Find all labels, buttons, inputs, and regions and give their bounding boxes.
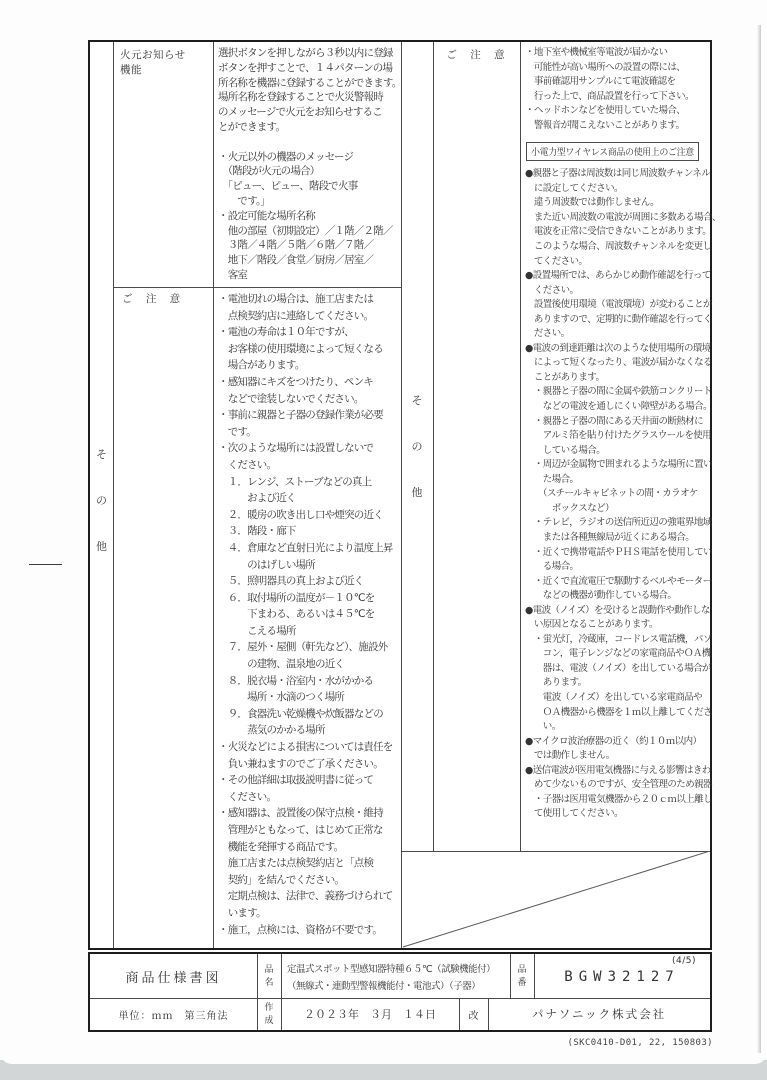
- part-number-cell: [534, 954, 710, 998]
- scan-right-edge: [757, 25, 761, 1053]
- product-name-value: 定温式スポット型感知器特種６５℃（試験機能付） （無線式・連動型警報機能付・電池式）（子器）: [287, 963, 496, 992]
- caution-right-content: [525, 46, 721, 822]
- created-date: ２０２３年 ３月 １４日: [304, 1008, 436, 1021]
- wireless-notes-text: ●親器と子器は周波数は同じ周波数チャンネル に設定してください。 違う周波数では動作しません。 また近い周波数の電波が周囲に多数ある場合、 電波を正常に受信できないことがあります。 このような場合、周波数チャンネルを変更し てください。 ●設置場所では、あらかじめ動作確認を行って ください。 設置後使用環境（電波環境）が変わることが ありますので、定期的に動作確認を行ってく ださい。 ●電波の到達距離は次のような使用場所の環境 によって短くなったり、電波が届かなくなる ことがあります。 ・親器と子器の間に金属や鉄筋コンクリート などの電波を通しにくい障壁がある場合。 ・親器と子器の間にある天井面の断熱材に アルミ箔を貼り付けたグラスウールを使用 している場合。 ・周辺が金属物で囲まれるような場所に置い た場合。 （スチールキャビネットの間・カラオケ ボックスなど） ・テレビ，ラジオの送信所近辺の強電界地域 または各種無線局が近くにある場合。 ・近くで携帯電話やＰＨＳ電話を使用してい る場合。 ・近くで直流電圧で駆動するベルやモーター などの機器が動作している場合。 ●電波（ノイズ）を受けると誤動作や動作しな い原因となることがあります。 ・蛍光灯，冷蔵庫，コードレス電話機，パソ コン，電子レンジなどの家電商品やＯＡ機 器は、電波（ノイズ）を出している場合が あります。 電波（ノイズ）を出している家電商品や ＯＡ機器から機器を１ｍ以上離してくださ い。 ●マイクロ波治療器の近く（約１０ｍ以内） では動作しません。 ●送信電波が医用電気機器に与える影響はきわ めて少ないものですが、安全管理のため親器 ・子器は医用電気機器から２０ｃｍ以上離し て使用してください。: [525, 168, 721, 820]
- caution-right-label: ご 注 意: [446, 49, 510, 61]
- wireless-usage-boxed-title: 小電力型ワイヤレス商品の使用上のご注意: [526, 142, 699, 161]
- blank-cell-diagonal: [401, 851, 710, 948]
- blank-cell: [401, 851, 710, 948]
- grid-line: [113, 42, 114, 948]
- title-block: [88, 952, 712, 1032]
- side-label-others-left: そ の 他: [96, 448, 107, 553]
- document-title: 商品仕様書図: [125, 970, 222, 986]
- spec-table: [88, 40, 721, 950]
- scan-page-curve: [0, 1048, 767, 1064]
- sheet-page-number: (4/5): [671, 956, 696, 966]
- product-name-label: 品 名: [264, 964, 274, 988]
- caution-left-text: ・電池切れの場合は、施工店または 点検契約店に連絡してください。 ・電池の寿命は１０年ですが、 お客様の使用環境によって短くなる 場合があります。 ・感知器にキズをつけたり、ペンキ などで塗装しないでください。 ・事前に親器と子器の登録作業が必要 です。 ・次のような場所には設置しないで ください。 １．レンジ、ストーブなどの真上 および近く ２．暖房の吹き出し口や煙突の近く ３．階段・廊下 ４．倉庫など直射日光により温度上昇 のはげしい場所 ５．照明器具の真上および近く ６．取付場所の温度が－１０℃を 下まわる、あるいは４５℃を こえる場所 ７．屋外・屋側（軒先など）、施設外 の建物、温泉地の近く ８．脱衣場・浴室内・水がかかる 場所・水滴のつく場所 ９．食器洗い乾燥機や炊飯器などの 蒸気のかかる場所 ・火災などによる損害については責任を 負い兼ねますのでご了承ください。 ・その他詳細は取扱説明書に従って ください。 ・感知器は、設置後の保守点検・維持 管理がともなって、はじめて正常な 機能を発揮する商品です。 施工店または点検契約店と「点検 契約」を結んでください。 定期点検は、法律で、義務づけられて います。 ・施工，点検には、資格が不要です。: [218, 293, 393, 936]
- side-label-others-middle: そ の 他: [411, 394, 423, 499]
- revision-label: 改: [468, 1010, 479, 1022]
- drawing-code-note: (SKC0410-D01, 22, 150803): [567, 1038, 713, 1048]
- part-number-label: 品 番: [517, 964, 527, 988]
- fire-source-function-text: 選択ボタンを押しながら３秒以内に登録 ボタンを押すことで、１４パターンの場 所名称を機器に登録することができます。 場所名称を登録することで火災警報時 のメッセージで火元をお知らせするこ とができます。 ・火元以外の機器のメッセージ （階段が火元の場合） 「ピュー、ピュー、階段で火事 です。」 ・設定可能な場所名称 他の部屋（初期設定）／１階／２階／ ３階／４階／５階／６階／７階／ 地下／階段／食堂／厨房／居室／ 客室: [218, 47, 402, 281]
- grid-line: [433, 42, 434, 851]
- created-label: 作 成: [264, 1002, 274, 1026]
- company-name: パナソニック株式会社: [531, 1007, 667, 1021]
- grid-line: [520, 42, 521, 851]
- wireless-intro-text: ・地下室や機械室等電波が届かない 可能性が高い場所への設置の際には、 事前確認用サンプルにて電波確認を 行った上で、商品設置を行って下さい。 ・ヘッドホンなどを使用していた場合、 警報音が聞こえないことがあります。: [525, 47, 694, 131]
- grid-line: [213, 42, 214, 948]
- units-projection-note: 単位：ｍｍ 第三角法: [118, 1010, 229, 1022]
- fire-source-function-label: 火元お知らせ 機能: [120, 49, 186, 76]
- caution-left-label: ご 注 意: [122, 293, 186, 305]
- center-mark: [29, 564, 62, 565]
- part-number-value: BGW32127: [564, 969, 680, 985]
- grid-line: [113, 287, 401, 288]
